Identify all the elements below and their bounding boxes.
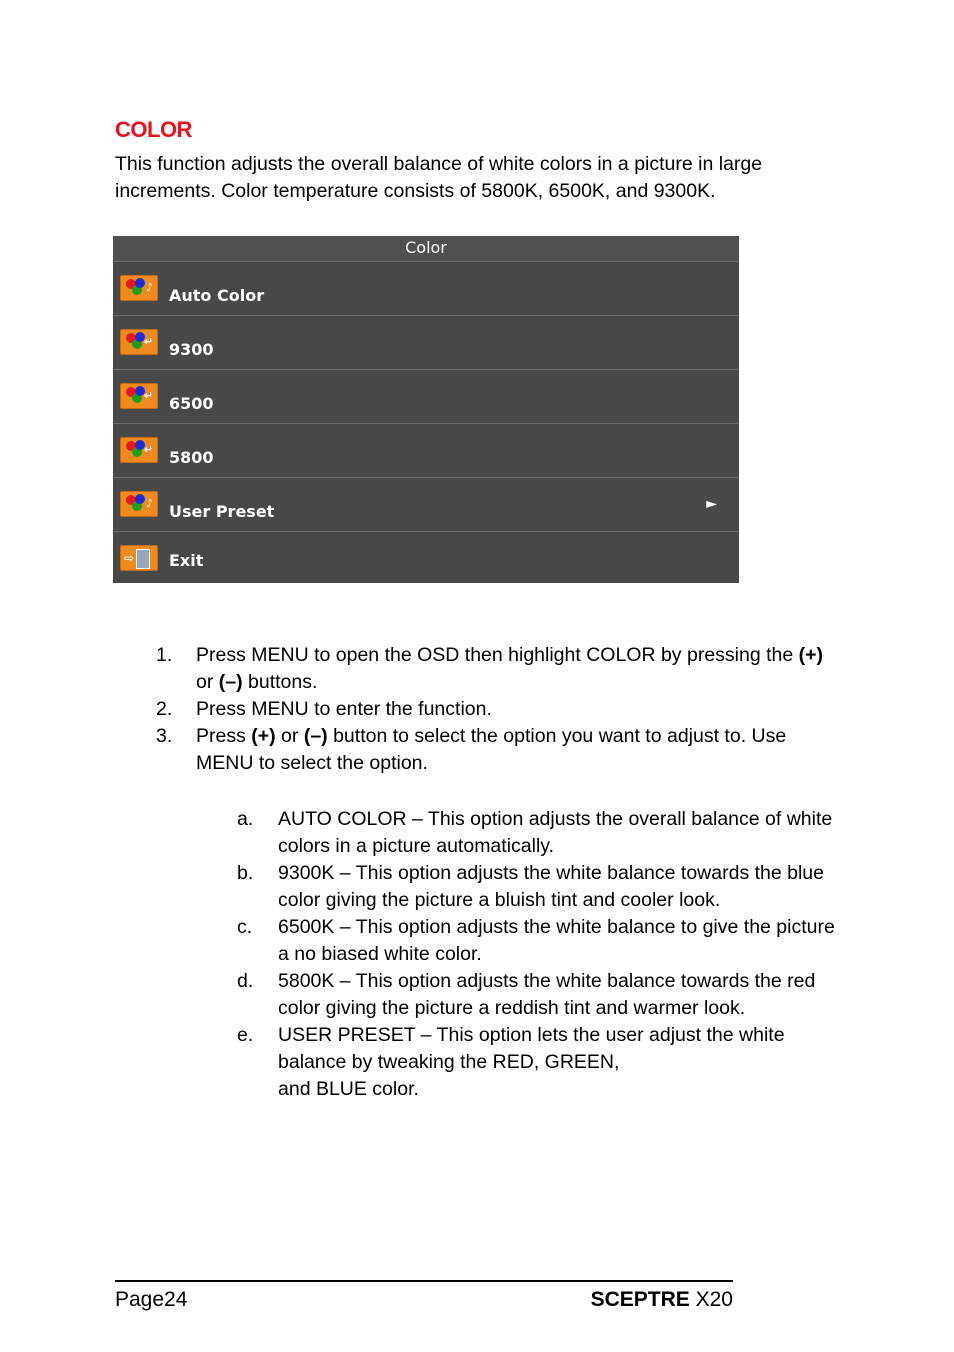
list-item: [236, 968, 846, 1022]
list-item: [150, 696, 840, 723]
footer-divider: [115, 1280, 733, 1282]
color-icon: ♪: [120, 275, 158, 301]
list-item: [150, 642, 840, 696]
exit-icon: ⇨: [120, 545, 158, 571]
osd-item-label: Auto Color: [169, 286, 265, 305]
color-icon: ↵: [120, 437, 158, 463]
brand-name: SCEPTRE: [590, 1288, 690, 1311]
minus-button-ref: (–): [218, 671, 243, 693]
option-text: 5800K – This option adjusts the white balance towards the red color giving the picture a reddish tint and warmer look.: [278, 970, 816, 1019]
color-icon: ↵: [120, 329, 158, 355]
option-letter: e.: [237, 1024, 254, 1046]
model-name: X20: [695, 1288, 733, 1311]
list-item: [150, 723, 840, 777]
options-list: [236, 806, 846, 1103]
osd-item-auto-color[interactable]: [113, 262, 739, 316]
step-text: or: [275, 725, 304, 747]
step-text: buttons.: [242, 671, 318, 693]
osd-item-label: 6500: [169, 394, 214, 413]
list-item: [236, 914, 846, 968]
minus-button-ref: (–): [303, 725, 328, 747]
plus-button-ref: (+): [251, 725, 276, 747]
list-item: [236, 1022, 846, 1103]
step-text: or: [196, 671, 219, 693]
osd-item-6500[interactable]: [113, 370, 739, 424]
submenu-arrow-icon: ►: [706, 496, 717, 512]
step-text: Press MENU to open the OSD then highlight COLOR by pressing the: [196, 644, 799, 666]
option-letter: a.: [237, 808, 254, 830]
option-letter: b.: [237, 862, 254, 884]
osd-color-menu: [113, 236, 739, 583]
color-icon: ↵: [120, 383, 158, 409]
list-item: [236, 860, 846, 914]
step-text: Press: [196, 725, 252, 747]
step-text: Press MENU to enter the function.: [196, 698, 492, 720]
osd-item-label: 5800: [169, 448, 214, 467]
option-text: 6500K – This option adjusts the white balance to give the picture a no biased white color.: [278, 916, 835, 965]
osd-title: Color: [113, 236, 739, 262]
option-letter: d.: [237, 970, 254, 992]
osd-item-9300[interactable]: [113, 316, 739, 370]
step-number: 1.: [156, 644, 173, 666]
osd-item-exit[interactable]: [113, 532, 739, 580]
step-number: 3.: [156, 725, 173, 747]
footer-brand: [591, 1288, 733, 1312]
osd-item-5800[interactable]: [113, 424, 739, 478]
section-heading: COLOR: [115, 117, 192, 142]
option-text-cont: and BLUE color.: [278, 1078, 419, 1100]
plus-button-ref: (+): [798, 644, 823, 666]
option-letter: c.: [237, 916, 253, 938]
intro-paragraph: This function adjusts the overall balance of white colors in a picture in large increments. Color temperature consists of 5800K, 6500K, and 9300K.: [115, 153, 763, 202]
osd-item-label: Exit: [169, 551, 204, 570]
option-text: 9300K – This option adjusts the white balance towards the blue color giving the picture a bluish tint and cooler look.: [278, 862, 824, 911]
option-text: AUTO COLOR – This option adjusts the overall balance of white colors in a picture automatically.: [278, 808, 833, 857]
osd-item-label: 9300: [169, 340, 214, 359]
step-text: button to select the option you want to adjust to. Use MENU to select the option.: [196, 725, 787, 774]
steps-list: [150, 642, 840, 777]
page-number: Page24: [115, 1288, 188, 1311]
option-text: USER PRESET – This option lets the user adjust the white balance by tweaking the RED, GREEN,: [278, 1024, 785, 1073]
color-icon: ♪: [120, 491, 158, 517]
step-number: 2.: [156, 698, 173, 720]
osd-item-user-preset[interactable]: [113, 478, 739, 532]
list-item: [236, 806, 846, 860]
osd-item-label: User Preset: [169, 502, 275, 521]
